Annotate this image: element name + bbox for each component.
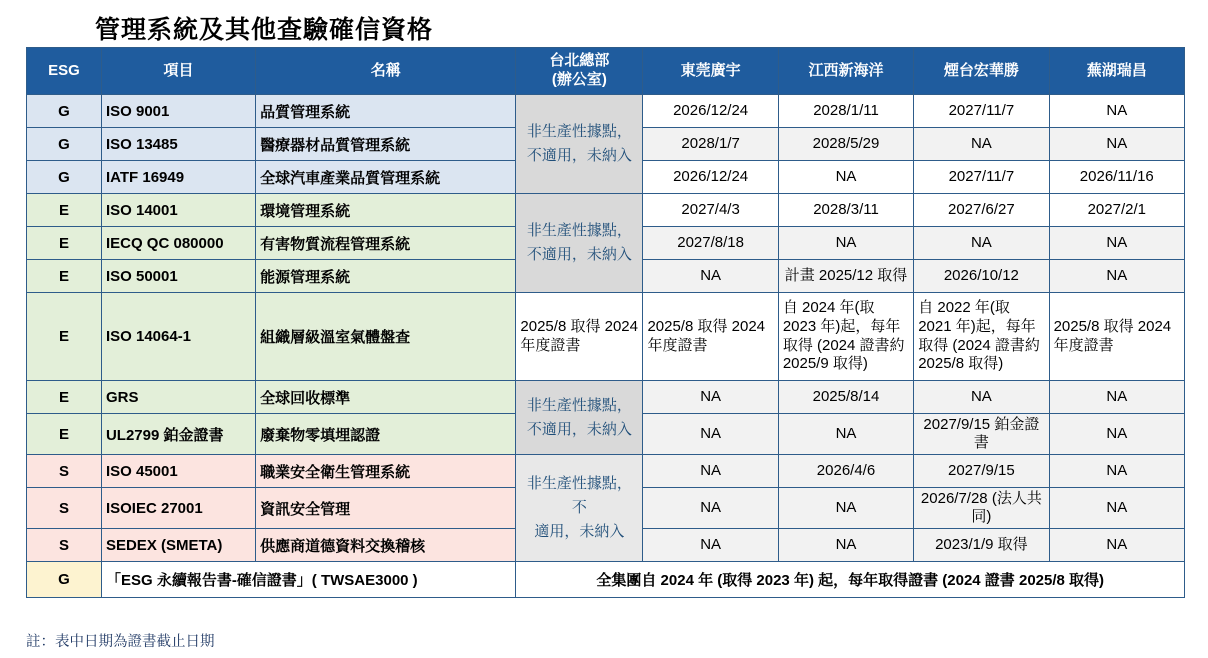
- cell-jiangxi: 2028/5/29: [778, 128, 913, 161]
- cell-wuhu: NA: [1049, 260, 1184, 293]
- row-item: ISO 14001: [101, 194, 255, 227]
- row-esg: E: [27, 260, 102, 293]
- cell-dongguan: 2026/12/24: [643, 95, 778, 128]
- cell-yantai: 2027/11/7: [914, 161, 1049, 194]
- row-name: 醫療器材品質管理系統: [256, 128, 516, 161]
- cell-wuhu: NA: [1049, 529, 1184, 562]
- row-item: GRS: [101, 381, 255, 414]
- row-esg: S: [27, 455, 102, 488]
- row-item: ISO 9001: [101, 95, 255, 128]
- na-line2: 不適用，未納入: [526, 147, 632, 164]
- cell-wuhu: NA: [1049, 414, 1184, 455]
- header-row: [27, 48, 1185, 95]
- na-line2: 適用，未納入: [534, 523, 625, 540]
- cell-jiangxi: NA: [778, 529, 913, 562]
- cell-wuhu: NA: [1049, 227, 1184, 260]
- header-site-jiangxi: 江西新海洋: [778, 48, 913, 95]
- row-esg: E: [27, 227, 102, 260]
- cell-wuhu: NA: [1049, 455, 1184, 488]
- row-item: SEDEX (SMETA): [101, 529, 255, 562]
- header-site-wuhu: 蕪湖瑞昌: [1049, 48, 1184, 95]
- cell-dongguan: NA: [643, 455, 778, 488]
- row-esg: G: [27, 95, 102, 128]
- table-row: [27, 381, 1185, 414]
- row-name: 組織層級溫室氣體盤查: [256, 293, 516, 381]
- na-line1: 非生產性據點，不: [526, 475, 632, 516]
- row-esg: E: [27, 414, 102, 455]
- table-row-summary: [27, 562, 1185, 598]
- cell-yantai: NA: [914, 128, 1049, 161]
- page-title: 管理系統及其他查驗確信資格: [95, 16, 434, 44]
- na-line1: 非生產性據點，: [526, 396, 632, 414]
- header-name: 名稱: [256, 48, 516, 95]
- cell-dongguan: 2026/12/24: [643, 161, 778, 194]
- cell-yantai: 自 2022 年(取 2021 年)起，每年取得 (2024 證書約 2025/8 取得): [914, 293, 1049, 381]
- cell-yantai: 2026/10/12: [914, 260, 1049, 293]
- cell-yantai: 2027/6/27: [914, 194, 1049, 227]
- cell-wuhu: 2025/8 取得 2024 年度證書: [1049, 293, 1184, 381]
- row-item: IECQ QC 080000: [101, 227, 255, 260]
- na-line2: 不適用，未納入: [526, 420, 632, 438]
- row-item: IATF 16949: [101, 161, 255, 194]
- row-esg: G: [27, 161, 102, 194]
- cell-dongguan: NA: [643, 529, 778, 562]
- cell-yantai: 2027/9/15 鉑金證書: [914, 414, 1049, 455]
- row-item: ISO 50001: [101, 260, 255, 293]
- cell-dongguan: NA: [643, 414, 778, 455]
- table-footnote: 註：表中日期為證書截止日期: [26, 634, 215, 650]
- cell-taipei-not-applicable: [516, 194, 643, 293]
- header-site-yantai: 煙台宏華勝: [914, 48, 1049, 95]
- row-name: 職業安全衛生管理系統: [256, 455, 516, 488]
- na-line1: 非生產性據點，: [526, 222, 632, 239]
- cell-jiangxi: NA: [778, 227, 913, 260]
- row-esg: E: [27, 381, 102, 414]
- row-item: ISO 45001: [101, 455, 255, 488]
- row-item: ISO 13485: [101, 128, 255, 161]
- cell-taipei-not-applicable: [516, 95, 643, 194]
- cell-taipei-not-applicable: [516, 381, 643, 455]
- table-body: [27, 95, 1185, 598]
- row-name: 品質管理系統: [256, 95, 516, 128]
- summary-label: 「ESG 永續報告書-確信證書」( TWSAE3000 ): [101, 562, 515, 598]
- certification-matrix-table: [26, 47, 1185, 598]
- cell-wuhu: NA: [1049, 381, 1184, 414]
- cell-dongguan: 2027/4/3: [643, 194, 778, 227]
- cell-jiangxi: 2028/1/11: [778, 95, 913, 128]
- row-name: 供應商道德資料交換稽核: [256, 529, 516, 562]
- cell-yantai: 2027/11/7: [914, 95, 1049, 128]
- cell-taipei: 2025/8 取得 2024 年度證書: [516, 293, 643, 381]
- cell-dongguan: NA: [643, 381, 778, 414]
- header-site-taipei: [516, 48, 643, 95]
- cell-yantai: 2026/7/28 (法人共同): [914, 488, 1049, 529]
- cell-yantai: NA: [914, 227, 1049, 260]
- header-item: 項目: [101, 48, 255, 95]
- row-esg: S: [27, 529, 102, 562]
- cell-wuhu: 2027/2/1: [1049, 194, 1184, 227]
- row-esg: G: [27, 128, 102, 161]
- cell-dongguan: 2027/8/18: [643, 227, 778, 260]
- row-esg: S: [27, 488, 102, 529]
- cell-jiangxi: NA: [778, 161, 913, 194]
- cell-jiangxi: NA: [778, 488, 913, 529]
- row-name: 環境管理系統: [256, 194, 516, 227]
- cell-jiangxi: 計畫 2025/12 取得: [778, 260, 913, 293]
- table-row: [27, 95, 1185, 128]
- row-item: ISO 14064-1: [101, 293, 255, 381]
- header-site-dongguan: 東莞廣宇: [643, 48, 778, 95]
- row-esg: E: [27, 194, 102, 227]
- row-item: ISOIEC 27001: [101, 488, 255, 529]
- cell-dongguan: 2028/1/7: [643, 128, 778, 161]
- na-line2: 不適用，未納入: [526, 246, 632, 263]
- row-name: 有害物質流程管理系統: [256, 227, 516, 260]
- cell-wuhu: NA: [1049, 128, 1184, 161]
- header-site-taipei-line2: (辦公室): [551, 71, 607, 88]
- row-name: 資訊安全管理: [256, 488, 516, 529]
- row-item: UL2799 鉑金證書: [101, 414, 255, 455]
- cell-jiangxi: 2026/4/6: [778, 455, 913, 488]
- cell-wuhu: 2026/11/16: [1049, 161, 1184, 194]
- table-header: [27, 48, 1185, 95]
- header-esg: ESG: [27, 48, 102, 95]
- row-name: 廢棄物零填埋認證: [256, 414, 516, 455]
- table-row: [27, 455, 1185, 488]
- summary-esg: G: [27, 562, 102, 598]
- cell-jiangxi: 自 2024 年(取 2023 年)起，每年取得 (2024 證書約 2025/9 取得): [778, 293, 913, 381]
- cell-taipei-not-applicable: [516, 455, 643, 562]
- table-row: [27, 293, 1185, 381]
- na-line1: 非生產性據點，: [526, 123, 632, 140]
- cell-wuhu: NA: [1049, 95, 1184, 128]
- cell-wuhu: NA: [1049, 488, 1184, 529]
- header-site-taipei-line1: 台北總部: [549, 52, 610, 70]
- row-name: 能源管理系統: [256, 260, 516, 293]
- cell-jiangxi: 2025/8/14: [778, 381, 913, 414]
- cell-yantai: 2023/1/9 取得: [914, 529, 1049, 562]
- summary-value: 全集團自 2024 年 (取得 2023 年) 起，每年取得證書 (2024 證書 2025/8 取得): [516, 562, 1185, 598]
- row-name: 全球汽車產業品質管理系統: [256, 161, 516, 194]
- row-name: 全球回收標準: [256, 381, 516, 414]
- cell-jiangxi: 2028/3/11: [778, 194, 913, 227]
- cell-jiangxi: NA: [778, 414, 913, 455]
- cell-dongguan: 2025/8 取得 2024 年度證書: [643, 293, 778, 381]
- cell-dongguan: NA: [643, 260, 778, 293]
- cell-dongguan: NA: [643, 488, 778, 529]
- table-row: [27, 194, 1185, 227]
- cell-yantai: 2027/9/15: [914, 455, 1049, 488]
- row-esg: E: [27, 293, 102, 381]
- cell-yantai: NA: [914, 381, 1049, 414]
